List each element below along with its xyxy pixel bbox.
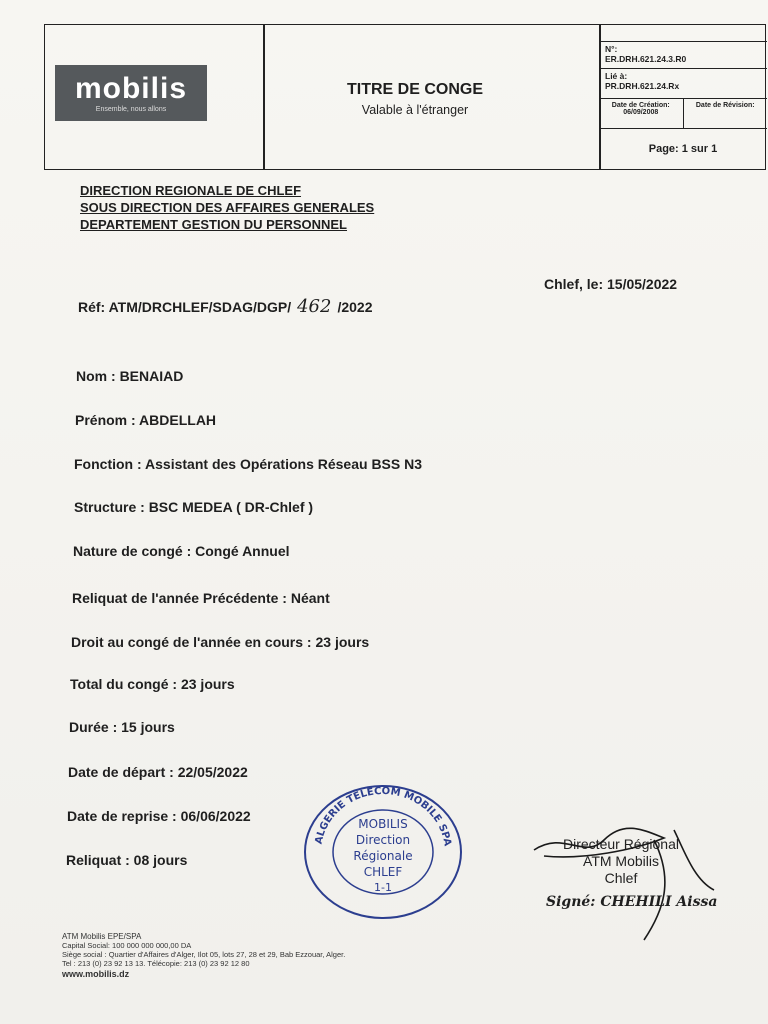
field-value: 23 jours [315, 634, 370, 650]
stamp-line: MOBILIS [358, 817, 408, 831]
field-value: BSC MEDEA ( DR-Chlef ) [148, 499, 314, 515]
footer-company: ATM Mobilis EPE/SPA [62, 932, 142, 941]
field-label: Durée : [69, 719, 122, 735]
field-value: 06/06/2022 [180, 808, 251, 824]
signature-path [534, 828, 714, 940]
signatory-name: Signé: CHEHILI Aissa [546, 894, 718, 910]
document-subtitle: Valable à l'étranger [361, 103, 469, 117]
field-value: BENAIAD [119, 368, 184, 384]
meta-creation-value: 06/09/2008 [623, 109, 659, 116]
stamp-line: Direction [355, 833, 411, 847]
field-reliquat-precedente [72, 590, 330, 606]
document-meta [599, 25, 767, 169]
meta-creation-label: Date de Création: [611, 102, 670, 109]
meta-revision [684, 99, 768, 128]
field-structure [74, 499, 313, 515]
field-nature [73, 543, 290, 559]
reference [78, 296, 373, 317]
field-value: Assistant des Opérations Réseau BSS N3 [145, 456, 423, 472]
field-value: 22/05/2022 [177, 764, 248, 780]
field-date-depart [68, 764, 248, 780]
footer-address: Siège social : Quartier d'Affaires d'Alger, Ilot 05, lots 27, 28 et 29, Bab Ezzouar, Alger. [62, 950, 346, 959]
mobilis-logo [55, 65, 207, 121]
meta-linked [599, 69, 767, 99]
signatory-line: Chlef [604, 870, 638, 886]
document-header [44, 24, 766, 170]
field-label: Reliquat : [66, 852, 134, 868]
official-stamp [300, 782, 466, 922]
logo-tagline: Ensemble, nous allons [95, 105, 167, 113]
field-value: Néant [290, 590, 330, 606]
stamp-line: Régionale [353, 849, 413, 863]
document-title: TITRE DE CONGE [346, 81, 483, 98]
reference-number: 462 [297, 296, 332, 317]
field-value: ABDELLAH [139, 412, 217, 428]
field-reliquat [66, 852, 187, 868]
place-date: Chlef, le: 15/05/2022 [544, 276, 678, 292]
meta-number [599, 41, 767, 69]
field-label: Date de reprise : [67, 808, 181, 824]
meta-page: Page: 1 sur 1 [648, 143, 718, 155]
field-duree [69, 719, 175, 735]
field-droit [71, 634, 369, 650]
field-label: Structure : [74, 499, 149, 515]
field-label: Droit au congé de l'année en cours : [71, 634, 316, 650]
meta-number-value: ER.DRH.621.24.3.R0 [605, 54, 687, 64]
field-label: Total du congé : [70, 676, 181, 692]
field-nom [76, 368, 183, 384]
meta-creation [599, 99, 684, 128]
reference-prefix: Réf: ATM/DRCHLEF/SDAG/DGP/ [78, 299, 292, 315]
meta-linked-label: Lié à: [605, 71, 628, 81]
field-prenom [75, 412, 216, 428]
header-divider [263, 25, 265, 169]
field-total [70, 676, 235, 692]
stamp-line: CHLEF [363, 865, 403, 879]
document-title-block [315, 81, 515, 117]
footer-phone: Tel : 213 (0) 23 92 13 13. Télécopie: 213 (0) 23 92 12 80 [62, 959, 250, 968]
field-label: Nom : [76, 368, 120, 384]
meta-dates [599, 99, 767, 129]
field-label: Fonction : [74, 456, 146, 472]
direction-block [80, 182, 374, 233]
direction-line: SOUS DIRECTION DES AFFAIRES GENERALES [80, 200, 375, 215]
direction-line: DEPARTEMENT GESTION DU PERSONNEL [80, 217, 348, 232]
field-label: Nature de congé : [73, 543, 196, 559]
stamp-line: 1-1 [374, 881, 392, 894]
handwritten-signature [524, 820, 724, 950]
stamp-ring-text: ALGERIE TELECOM MOBILE SPA [313, 785, 453, 847]
meta-number-label: N°: [605, 44, 618, 54]
direction-line: DIRECTION REGIONALE DE CHLEF [80, 183, 302, 198]
signatory-line: Directeur Régional [563, 836, 679, 852]
field-value: 15 jours [121, 719, 175, 735]
logo-text: mobilis [74, 71, 187, 105]
field-fonction [74, 456, 422, 472]
field-label: Date de départ : [68, 764, 178, 780]
footer-capital: Capital Social: 100 000 000 000,00 DA [62, 941, 192, 950]
field-label: Prénom : [75, 412, 140, 428]
reference-suffix: /2022 [337, 299, 373, 315]
signatory-line: ATM Mobilis [583, 853, 659, 869]
company-footer [62, 932, 345, 979]
meta-revision-label: Date de Révision: [695, 102, 755, 109]
field-value: Congé Annuel [195, 543, 290, 559]
footer-website: www.mobilis.dz [62, 969, 130, 979]
field-value: 23 jours [180, 676, 235, 692]
field-value: 08 jours [133, 852, 188, 868]
field-date-reprise [67, 808, 251, 824]
meta-linked-value: PR.DRH.621.24.Rx [605, 81, 680, 91]
field-label: Reliquat de l'année Précédente : [72, 590, 291, 606]
